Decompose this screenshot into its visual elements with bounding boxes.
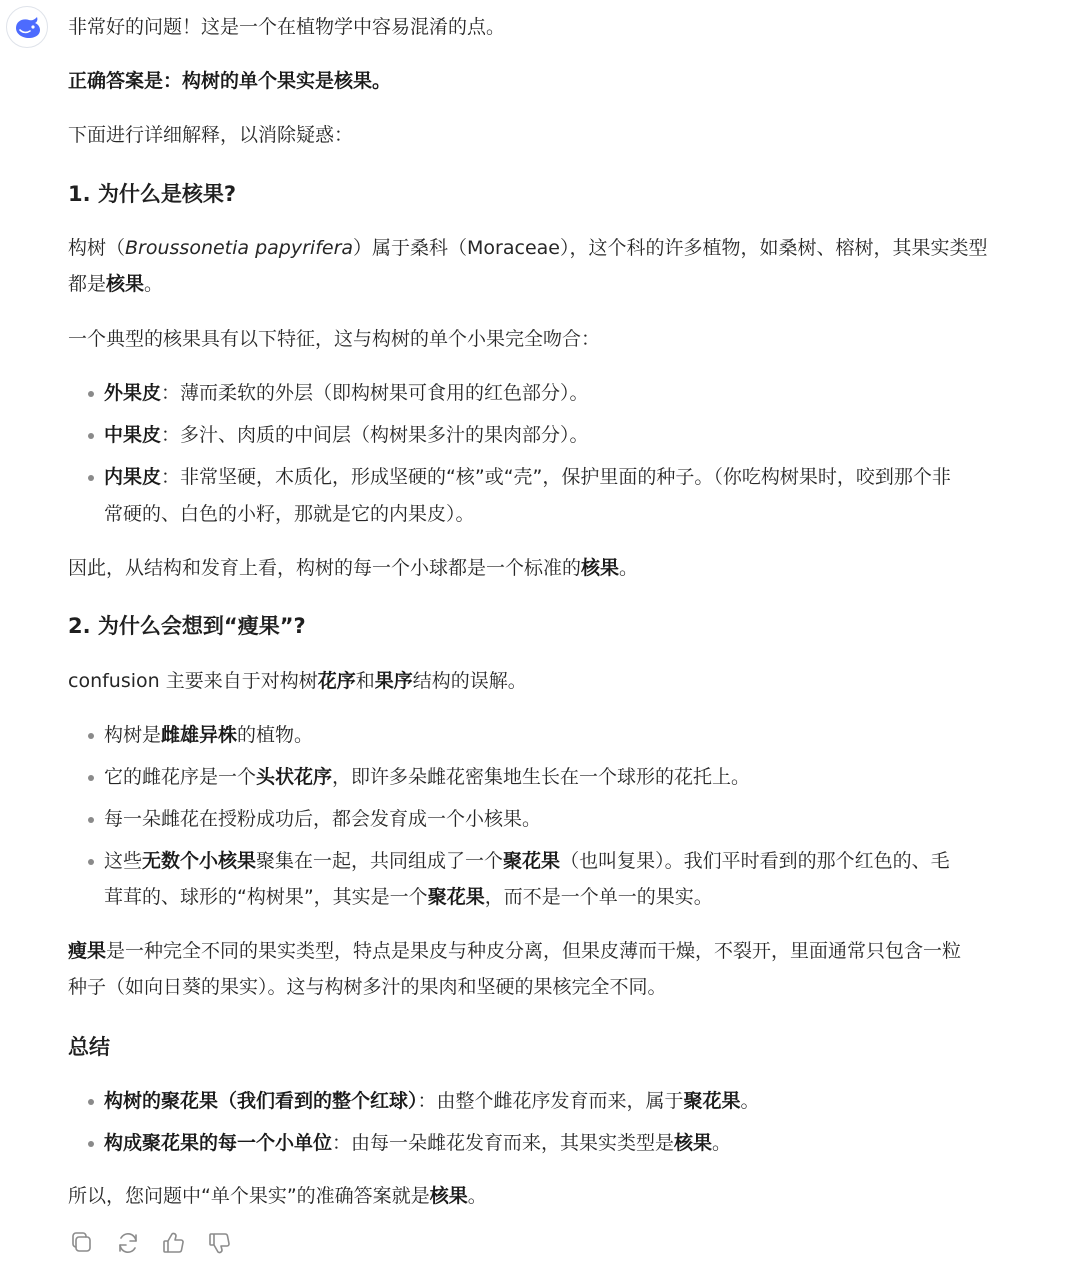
thumbs-down-icon [206,1229,234,1257]
bullet-dot [88,475,94,481]
regenerate-button[interactable] [114,1229,142,1257]
list-item-continuation: 茸茸的、球形的“构树果”，其实是一个聚花果，而不是一个单一的果实。 [104,886,713,908]
list-item: 内果皮：非常坚硬，木质化，形成坚硬的“核”或“壳”，保护里面的种子。（你吃构树果时，咬到那个非 [104,466,951,488]
intro-paragraph: 非常好的问题！这是一个在植物学中容易混淆的点。 [68,16,506,38]
bullet-dot [88,859,94,865]
list-item-continuation: 常硬的、白色的小籽，那就是它的内果皮）。 [104,503,475,525]
list-item: 构树是雌雄异株的植物。 [104,724,314,746]
s1-para1-line1: 构树（Broussonetia papyrifera）属于桑科（Moraceae），这个科的许多植物，如桑树、榕树，其果实类型 [68,237,988,259]
s2-para2-line1: 瘦果是一种完全不同的果实类型，特点是果皮与种皮分离，但果皮薄而干燥，不裂开，里面通常只包含一粒 [68,940,962,962]
s2-para2-line2: 种子（如向日葵的果实）。这与构树多汁的果肉和坚硬的果核完全不同。 [68,976,667,998]
explain-paragraph: 下面进行详细解释，以消除疑惑： [68,124,354,146]
whale-logo-icon [14,16,42,40]
dislike-button[interactable] [206,1229,234,1257]
regenerate-icon [114,1229,142,1257]
list-item: 这些无数个小核果聚集在一起，共同组成了一个聚花果（也叫复果）。我们平时看到的那个红色的、毛 [104,850,950,872]
copy-icon [68,1229,96,1257]
bullet-dot [88,433,94,439]
like-button[interactable] [160,1229,188,1257]
list-item: 构成聚花果的每一个小单位：由每一朵雌花发育而来，其果实类型是核果。 [104,1132,732,1154]
bullet-dot [88,1141,94,1147]
bullet-dot [88,733,94,739]
s1-para1-line2: 都是核果。 [68,273,164,295]
bullet-dot [88,391,94,397]
summary-heading: 总结 [68,1035,110,1059]
assistant-avatar [6,6,48,48]
list-item: 它的雌花序是一个头状花序，即许多朵雌花密集地生长在一个球形的花托上。 [104,766,751,788]
bullet-dot [88,1099,94,1105]
list-item: 构树的聚花果（我们看到的整个红球）：由整个雌花序发育而来，属于聚花果。 [104,1090,760,1112]
list-item: 每一朵雌花在授粉成功后，都会发育成一个小核果。 [104,808,542,830]
answer-paragraph: 正确答案是：构树的单个果实是核果。 [68,70,392,92]
bullet-dot [88,775,94,781]
s1-para2: 一个典型的核果具有以下特征，这与构树的单个小果完全吻合： [68,328,601,350]
section2-heading: 2. 为什么会想到“瘦果”? [68,614,306,638]
copy-button[interactable] [68,1229,96,1257]
final-answer: 所以，您问题中“单个果实”的准确答案就是核果。 [68,1185,487,1207]
s1-conclusion: 因此，从结构和发育上看，构树的每一个小球都是一个标准的核果。 [68,557,639,579]
thumbs-up-icon [160,1229,188,1257]
list-item: 外果皮：薄而柔软的外层（即构树果可食用的红色部分）。 [104,382,589,404]
list-item: 中果皮：多汁、肉质的中间层（构树果多汁的果肉部分）。 [104,424,589,446]
s2-para1: confusion 主要来自于对构树花序和果序结构的误解。 [68,670,527,692]
bullet-dot [88,817,94,823]
section1-heading: 1. 为什么是核果? [68,182,237,206]
